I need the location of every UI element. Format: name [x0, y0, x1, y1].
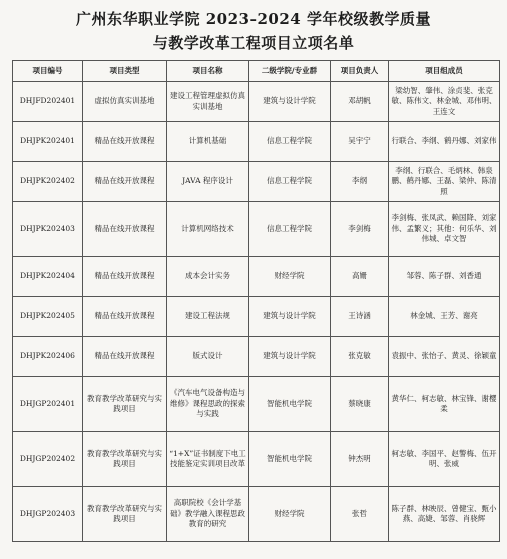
- cell-college: 建筑与设计学院: [249, 297, 331, 337]
- header-name: 项目名称: [167, 61, 249, 82]
- cell-type: 虚拟仿真实训基地: [83, 82, 167, 122]
- cell-code: DHJPK202402: [13, 162, 83, 202]
- cell-college: 财经学院: [249, 257, 331, 297]
- cell-leader: 张克敏: [331, 337, 389, 377]
- cell-college: 财经学院: [249, 487, 331, 542]
- table-row: [13, 257, 500, 297]
- document-title-line1: 广州东华职业学院 2023–2024 学年校级教学质量: [76, 10, 431, 28]
- table-row: [13, 162, 500, 202]
- table-row: [13, 377, 500, 432]
- cell-name: 成本会计实务: [167, 257, 249, 297]
- cell-college: 建筑与设计学院: [249, 337, 331, 377]
- cell-code: DHJPK202403: [13, 202, 83, 257]
- cell-code: DHJPK202405: [13, 297, 83, 337]
- table-row: [13, 297, 500, 337]
- cell-leader: 张哲: [331, 487, 389, 542]
- cell-type: 精品在线开放课程: [83, 337, 167, 377]
- table-row: [13, 202, 500, 257]
- table-row: [13, 82, 500, 122]
- cell-name: 建设工程管理虚拟仿真实训基地: [167, 82, 249, 122]
- cell-leader: 邓胡帆: [331, 82, 389, 122]
- cell-name: 高职院校《会计学基础》教学融入课程思政教育的研究: [167, 487, 249, 542]
- header-leader: 项目负责人: [331, 61, 389, 82]
- header-type: 项目类型: [83, 61, 167, 82]
- cell-type: 精品在线开放课程: [83, 122, 167, 162]
- cell-type: 教育教学改革研究与实践项目: [83, 432, 167, 487]
- cell-code: DHJPK202404: [13, 257, 83, 297]
- header-members: 项目组成员: [389, 61, 500, 82]
- cell-members: 梁幼智、肇伟、涂贞斐、张克敏、陈伟文、林金城、邓伟明、王连文: [389, 82, 500, 122]
- cell-members: 李剑梅、张凤武、赖国降、刘家伟、孟繁义；其他：何乐华、刘伟城、卓文智: [389, 202, 500, 257]
- cell-code: DHJPK202406: [13, 337, 83, 377]
- cell-members: 林金城、王芳、谢亮: [389, 297, 500, 337]
- cell-college: 建筑与设计学院: [249, 82, 331, 122]
- cell-leader: 李剑梅: [331, 202, 389, 257]
- project-list-table: [12, 60, 500, 542]
- cell-members: 邹蓉、陈子群、刘香通: [389, 257, 500, 297]
- cell-college: 信息工程学院: [249, 202, 331, 257]
- document-title-line2: 与教学改革工程项目立项名单: [152, 34, 355, 52]
- cell-code: DHJPK202401: [13, 122, 83, 162]
- cell-members: 李纲、行联合、毛炳林、韩泉鹏、鹤丹娜、王磊、梁仲、陈清照: [389, 162, 500, 202]
- cell-name: 版式设计: [167, 337, 249, 377]
- cell-leader: 钟杰明: [331, 432, 389, 487]
- cell-name: 计算机网络技术: [167, 202, 249, 257]
- cell-type: 精品在线开放课程: [83, 162, 167, 202]
- cell-name: 建设工程法规: [167, 297, 249, 337]
- table-row: [13, 487, 500, 542]
- cell-type: 精品在线开放课程: [83, 202, 167, 257]
- header-college: 二级学院/专业群: [249, 61, 331, 82]
- cell-leader: 王诗涵: [331, 297, 389, 337]
- cell-leader: 李纲: [331, 162, 389, 202]
- cell-code: DHJGP202401: [13, 377, 83, 432]
- cell-college: 智能机电学院: [249, 432, 331, 487]
- cell-leader: 吴宇宁: [331, 122, 389, 162]
- cell-college: 信息工程学院: [249, 122, 331, 162]
- table-row: [13, 432, 500, 487]
- table-row: [13, 122, 500, 162]
- table-header-row: [13, 61, 500, 82]
- cell-members: 黄华仁、柯志敏、林宝锋、谢樱柔: [389, 377, 500, 432]
- cell-college: 信息工程学院: [249, 162, 331, 202]
- cell-code: DHJFD202401: [13, 82, 83, 122]
- cell-type: 精品在线开放课程: [83, 297, 167, 337]
- cell-leader: 高姗: [331, 257, 389, 297]
- cell-name: “1+X”证书制度下电工技能鉴定实训项目改革: [167, 432, 249, 487]
- cell-members: 柯志敏、李国平、赵警梅、伍开明、张威: [389, 432, 500, 487]
- cell-type: 教育教学改革研究与实践项目: [83, 377, 167, 432]
- cell-type: 教育教学改革研究与实践项目: [83, 487, 167, 542]
- cell-name: JAVA 程序设计: [167, 162, 249, 202]
- cell-members: 陈子群、林映辰、曾健宝、甄小燕、高婕、邹蓉、肖骁辉: [389, 487, 500, 542]
- cell-name: 《汽车电气设备构造与维修》课程思政的探索与实践: [167, 377, 249, 432]
- cell-code: DHJGP202402: [13, 432, 83, 487]
- cell-code: DHJGP202403: [13, 487, 83, 542]
- cell-members: 袁振中、张怡子、黄灵、徐颖童: [389, 337, 500, 377]
- cell-name: 计算机基础: [167, 122, 249, 162]
- header-code: 项目编号: [13, 61, 83, 82]
- cell-college: 智能机电学院: [249, 377, 331, 432]
- cell-type: 精品在线开放课程: [83, 257, 167, 297]
- cell-leader: 蔡晓康: [331, 377, 389, 432]
- table-row: [13, 337, 500, 377]
- cell-members: 行联合、李纲、鹤丹娜、刘家伟: [389, 122, 500, 162]
